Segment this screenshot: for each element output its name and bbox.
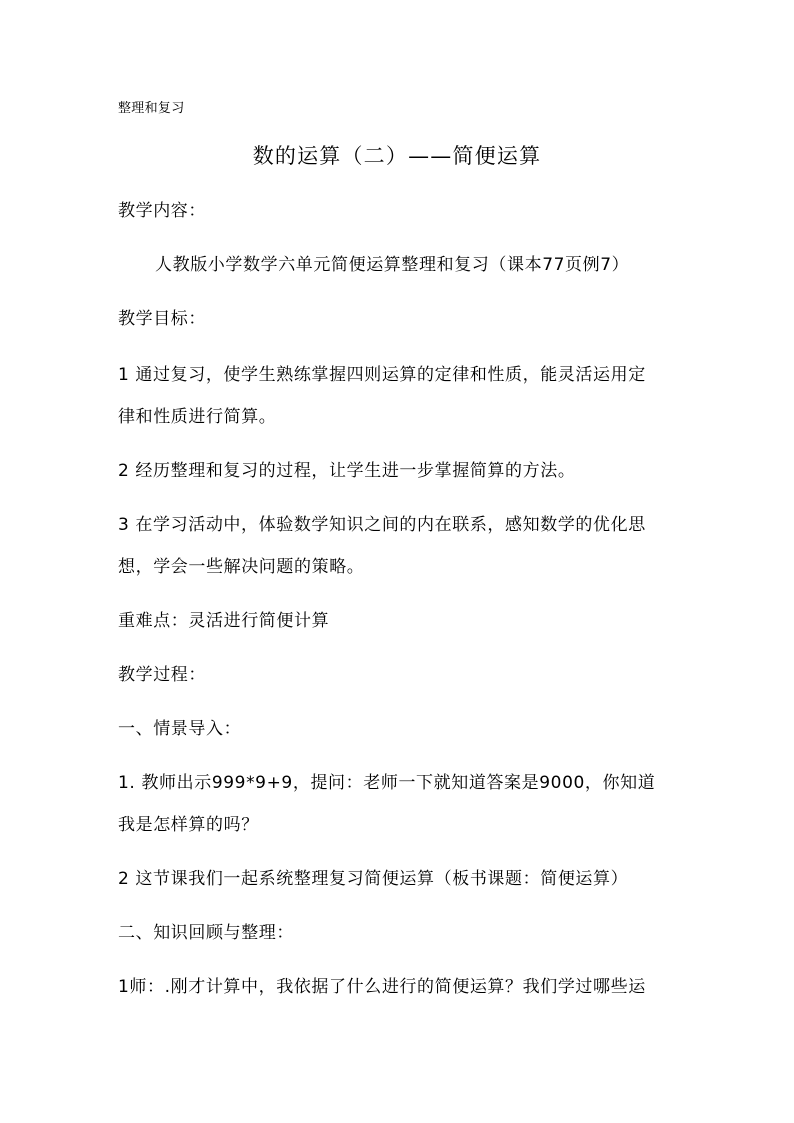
document-header: 整理和复习 <box>118 101 185 116</box>
document-title: 数的运算（二）——简便运算 <box>252 144 542 168</box>
paragraph-line: 3 在学习活动中，体验数学知识之间的内在联系，感知数学的优化思 <box>118 515 646 535</box>
paragraph-line: 想，学会一些解决问题的策略。 <box>118 557 365 577</box>
section-heading-content: 教学内容： <box>118 201 206 221</box>
paragraph-line: 1 通过复习，使学生熟练掌握四则运算的定律和性质，能灵活运用定 <box>118 365 646 385</box>
section-heading-objectives: 教学目标： <box>118 309 206 329</box>
section-heading-intro: 一、情景导入： <box>118 719 242 739</box>
paragraph-line: 1. 教师出示999*9+9，提问：老师一下就知道答案是9000，你知道 <box>118 773 656 793</box>
paragraph-line: 人教版小学数学六单元简便运算整理和复习（课本77页例7） <box>155 255 630 275</box>
paragraph-line: 2 这节课我们一起系统整理复习简便运算（板书课题：简便运算） <box>118 869 629 889</box>
paragraph-line: 律和性质进行简算。 <box>118 407 277 427</box>
section-heading-review: 二、知识回顾与整理： <box>118 923 294 943</box>
paragraph-line: 2 经历整理和复习的过程，让学生进一步掌握简算的方法。 <box>118 461 576 481</box>
section-heading-process: 教学过程： <box>118 665 206 685</box>
section-heading-key-points: 重难点：灵活进行简便计算 <box>118 611 330 631</box>
paragraph-line: 我是怎样算的吗？ <box>118 815 259 835</box>
paragraph-line: 1师：.刚才计算中，我依据了什么进行的简便运算？我们学过哪些运 <box>118 977 646 997</box>
